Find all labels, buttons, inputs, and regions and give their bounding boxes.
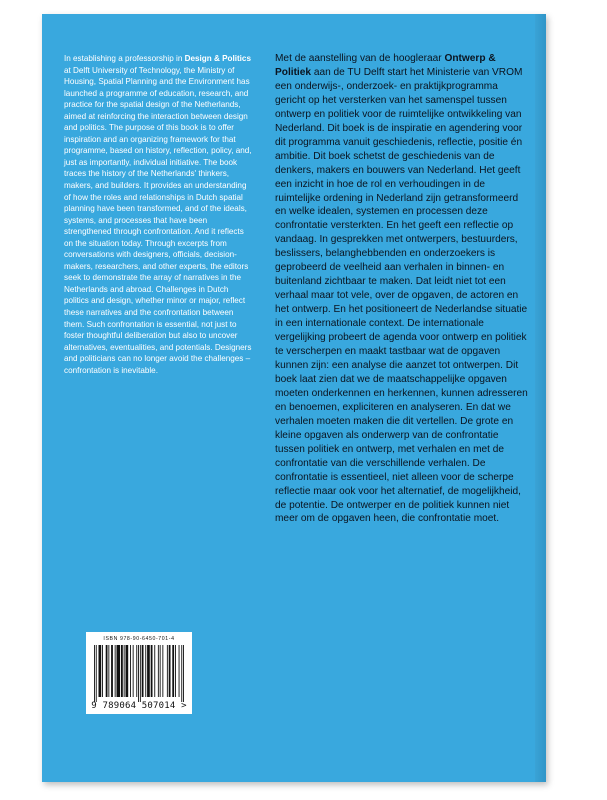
barcode-bar [158,645,159,697]
barcode-bar [167,645,168,697]
barcode-bar [183,645,184,702]
isbn-label: ISBN 978-90-6450-701-4 [103,636,175,642]
barcode-bar [102,645,103,697]
barcode-bar [115,645,116,697]
barcode-digits: 9 789064 507014 > [91,701,187,711]
barcode-bar [121,645,123,697]
barcode-bar [96,645,97,702]
english-blurb [64,53,252,376]
barcode-bar [140,645,141,702]
barcode-bar [111,645,113,697]
barcode-bar [145,645,146,697]
barcode-bar [175,645,176,697]
barcode-bar [117,645,121,697]
barcode-bar [108,645,109,697]
barcode-bar [133,645,134,697]
barcode-bar [136,645,137,697]
dutch-blurb [275,52,530,526]
barcode-bar [124,645,125,697]
dutch-blurb-intro: Met de aanstelling van de hoogleraar [275,53,445,64]
barcode-bar [142,645,144,697]
english-blurb-body: at Delft University of Technology, the Ministry of Housing, Spatial Planning and the Environment has launched a programme of education, research, and practice for the spatial design of the Netherlands, aimed at reinforcing the interaction between design and politics. The purpose of this book is to offer inspiration and an organizing framework for that programme, based on history, reflection, policy, and, just as importantly, individual initiative. The book traces the history of the Netherlands' thinkers, makers, and builders. It provides an understanding of how the roles and relationships in Dutch spatial planning have been transformed, and of the ideals, systems, and processes that have been strengthened through confrontation. And it reflects on the situation today. Through excerpts from conversations with designers, officials, decision-makers, researchers, and other experts, the editors seek to demonstrate the array of narratives in the Netherlands and abroad. Challenges in Dutch politics and design, whether minor or major, reflect these narratives and the confrontation between them. Such confrontation is essential, not just to foster thoughtful deliberation but also to uncover alternatives, eventualities, and potentials. Designers and politicians can no longer avoid the challenges – confrontation is inevitable. [64,65,252,375]
english-blurb-intro: In establishing a professorship in [64,54,185,63]
cover-spine-edge [535,14,546,782]
barcode-bar [138,645,139,702]
barcode-bar [99,645,102,697]
english-blurb-bold-name: Design & Politics [184,54,251,63]
barcode-bar [106,645,108,697]
barcode-bar [169,645,171,697]
dutch-blurb-bold-name: Ontwerp & Politiek [275,53,496,78]
barcode-panel [86,632,192,714]
barcode-bar [154,645,155,697]
barcode-bar [160,645,161,697]
barcode-bar [130,645,131,697]
dutch-blurb-body: aan de TU Delft start het Ministerie van VROM een onderwijs-, onderzoek- en praktijkprogramma gericht op het versterken van het samenspel tussen ontwerp en politiek voor de ruimtelijke ontwikkeling van Nederland. Dit boek is de inspiratie en agendering voor dit programma vanuit geschiedenis, reflectie, positie én ambitie. Dit boek schetst de geschiedenis van de denkers, makers en bouwers van Nederland. Het geeft een inzicht in hoe de rol en verhoudingen in de ruimtelijke ordening in Nederland zijn getransformeerd en welke idealen, systemen en processen deze confrontatie versterkten. En het geeft een reflectie op vandaag. In gesprekken met ontwerpers, bestuurders, beslissers, belanghebbenden en onderzoekers is geprobeerd de veelheid aan verhalen in binnen- en buitenland zichtbaar te maken. Dat leidt niet tot een verhaal maar tot vele, over de opgaven, de actoren en het ontwerp. En het positioneert de Nederlandse situatie in een internationale context. De internationale vergelijking probeert de agenda voor ontwerp en politiek te verscherpen en maakt tastbaar wat de opgaven kunnen zijn: een analyse die aanzet tot ontwerpen. Dit boek laat zien dat we de maatschappelijke opgaven moeten onderkennen en herkennen, kunnen adresseren en benoemen, expliciteren en analyseren. En dat we verhalen moeten maken die dit vertellen. De grote en kleine opgaven als onderwerp van de confrontatie tussen politiek en ontwerp, met verhalen en met de confrontatie van die verschillende verhalen. De confrontatie is essentieel, niet alleen voor de scherpe reflectie maar ook voor het alternatief, de mogelijkheid, de potentie. De ontwerper en de politiek kunnen niet meer om de opgaven heen, die confrontatie moet. [275,66,528,525]
barcode-bar [179,645,180,697]
barcode-bar [151,645,153,697]
barcode-bar [181,645,182,702]
barcode-bar [126,645,129,697]
barcode-bar [162,645,163,697]
barcode-bar [94,645,95,702]
barcode-bar [172,645,174,697]
barcode-icon [92,645,186,702]
barcode-bar [147,645,150,697]
